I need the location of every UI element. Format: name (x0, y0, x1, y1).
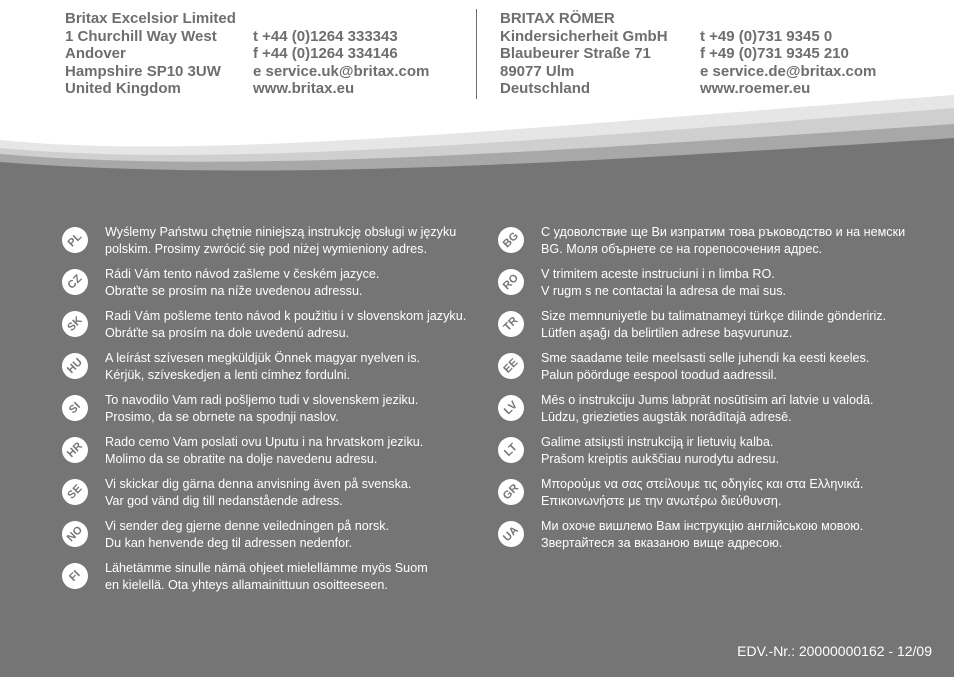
language-entry-sk: SK Radi Vám pošleme tento návod k použitiu i v slovenskom jazyku. Obráťte sa prosím na dole uvedenú adresu. (62, 308, 482, 350)
fax-number: f +44 (0)1264 334146 (253, 45, 398, 63)
language-badge: BG (493, 222, 530, 259)
phone-number: t +44 (0)1264 333343 (253, 27, 398, 45)
language-entry-se: SE Vi skickar dig gärna denna anvisning även på svenska. Var god vänd dig till nedanstående adress. (62, 476, 482, 518)
language-entry-no: NO Vi sender deg gjerne denne veiledningen på norsk. Du kan henvende deg til adressen nedenfor. (62, 518, 482, 560)
language-entry-tr: TR Size memnuniyetle bu talimatnameyi türkçe dilinde göndeririz. Lütfen aşağı da belirtilen adrese başvurunuz. (498, 308, 948, 350)
language-entry-ro: RO V trimitem aceste instruciuni i n limba RO. V rugm s ne contactai la adresa de mai sus. (498, 266, 948, 308)
address-line: Hampshire SP10 3UW (65, 62, 221, 80)
language-entry-si: SI To navodilo Vam radi pošljemo tudi v slovenskem jeziku. Prosimo, da se obrnete na spodnji naslov. (62, 392, 482, 434)
language-list-left (62, 224, 482, 602)
uk-address (65, 10, 236, 98)
website: www.roemer.eu (700, 80, 811, 98)
language-badge: RO (493, 264, 530, 301)
header-divider (476, 9, 477, 99)
language-entry-gr: GR Μπορούμε να σας στείλουμε τις οδηγίες και στα Ελληνικά. Επικοινωνήστε με την ανωτέρω διεύθυνση. (498, 476, 948, 518)
language-entry-lt: LT Galime atsiųsti instrukciją ir lietuvių kalba. Prašom kreiptis aukščiau nurodytu adresu. (498, 434, 948, 476)
language-entry-hr: HR Rado cemo Vam poslati ovu Uputu i na hrvatskom jeziku. Molimo da se obratite na dolje navedenu adresu. (62, 434, 482, 476)
language-badge: HU (57, 348, 94, 385)
language-badge: EE (493, 348, 530, 385)
address-line: Deutschland (500, 80, 591, 98)
language-badge: LT (493, 432, 530, 469)
de-contacts (700, 28, 876, 98)
address-line: 1 Churchill Way West (65, 27, 217, 45)
language-badge: GR (493, 474, 530, 511)
language-badge: TR (493, 306, 530, 343)
language-badge: SK (57, 306, 94, 343)
language-entry-pl: PL Wyślemy Państwu chętnie niniejszą instrukcję obsługi w języku polskim. Prosimy zwrócić się pod niżej wymieniony adres. (62, 224, 482, 266)
decorative-wave (0, 90, 954, 210)
language-badge: PL (57, 222, 94, 259)
address-line: Britax Excelsior Limited (65, 10, 236, 27)
phone-number: t +49 (0)731 9345 0 (700, 27, 833, 45)
address-line: Kindersicherheit GmbH (500, 27, 668, 45)
address-line: BRITAX RÖMER (500, 10, 615, 27)
language-badge: LV (493, 390, 530, 427)
language-entry-ua: UA Ми охоче вишлемо Вам інструкцію англійською мовою. Звертайтеся за вказаною вище адресою. (498, 518, 948, 560)
address-line: Blaubeurer Straße 71 (500, 45, 651, 63)
language-entry-ee: EE Sme saadame teile meelsasti selle juhendi ka eesti keeles. Palun pöörduge eespool toodud aadressil. (498, 350, 948, 392)
email-address: e service.uk@britax.com (253, 62, 430, 80)
language-entry-bg: BG С удоволствие ще Ви изпратим това ръководство и на немски BG. Моля обърнете се на горепосочения адрес. (498, 224, 948, 266)
language-entry-cz: CZ Rádi Vám tento návod zašleme v českém jazyce. Obraťte se prosím na níže uvedenou adressu. (62, 266, 482, 308)
address-line: United Kingdom (65, 80, 181, 98)
language-badge: FI (57, 558, 94, 595)
de-address (500, 10, 668, 98)
language-badge: CZ (57, 264, 94, 301)
language-entry-hu: HU A leírást szívesen megküldjük Önnek magyar nyelven is. Kérjük, szíveskedjen a lenti címhez fordulni. (62, 350, 482, 392)
edv-number: EDV.-Nr.: 20000000162 - 12/09 (737, 643, 932, 659)
language-badge: NO (57, 516, 94, 553)
address-line: Andover (65, 45, 126, 63)
email-address: e service.de@britax.com (700, 62, 877, 80)
language-list-right (498, 224, 948, 560)
language-entry-lv: LV Mēs o instrukciju Jums labprāt nosūtīsim arī latvie u valodā. Lūdzu, griezieties augstāk norādītajā adresē. (498, 392, 948, 434)
fax-number: f +49 (0)731 9345 210 (700, 45, 849, 63)
website: www.britax.eu (253, 80, 355, 98)
language-badge: UA (493, 516, 530, 553)
language-entry-fi: FI Lähetämme sinulle nämä ohjeet mielellämme myös Suom en kielellä. Ota yhteys allamainittuun osoitteeseen. (62, 560, 482, 602)
language-badge: SE (57, 474, 94, 511)
uk-contacts (253, 28, 429, 98)
language-badge: SI (57, 390, 94, 427)
address-line: 89077 Ulm (500, 62, 575, 80)
language-badge: HR (57, 432, 94, 469)
